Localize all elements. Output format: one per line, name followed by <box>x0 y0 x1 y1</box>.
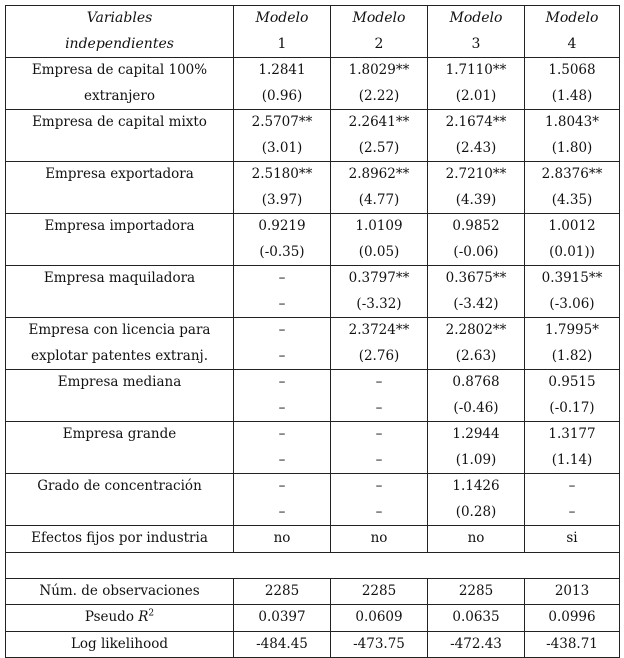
t-stat-cell: – <box>234 344 331 370</box>
stats-value: 0.0635 <box>428 605 525 632</box>
coefficient-cell: – <box>331 422 428 448</box>
coefficient-cell: – <box>525 474 620 500</box>
coefficient-cell: – <box>331 370 428 396</box>
t-stat-cell: (0.01)) <box>525 240 620 266</box>
t-stat-cell: (2.22) <box>331 84 428 110</box>
stats-label-var: R <box>138 609 149 625</box>
variable-label-2 <box>6 292 234 318</box>
t-stat-cell: (-0.17) <box>525 396 620 422</box>
t-stat-cell: (-3.32) <box>331 292 428 318</box>
t-stat-cell: (4.77) <box>331 188 428 214</box>
coefficient-cell: 1.8043* <box>525 110 620 136</box>
variable-label: Empresa con licencia para <box>6 318 234 344</box>
table-row-stat <box>6 84 620 110</box>
coefficient-cell: 2.8376** <box>525 162 620 188</box>
header-model-2-num: 2 <box>331 32 428 58</box>
coefficient-cell: – <box>234 370 331 396</box>
fixed-effects-row <box>6 526 620 553</box>
t-stat-cell: (1.48) <box>525 84 620 110</box>
stats-label: Núm. de observaciones <box>6 578 234 605</box>
variable-label-2 <box>6 396 234 422</box>
fixed-effects-value: si <box>525 526 620 553</box>
t-stat-cell: (4.39) <box>428 188 525 214</box>
t-stat-cell: (-0.06) <box>428 240 525 266</box>
t-stat-cell: (-3.06) <box>525 292 620 318</box>
variable-label-2: explotar patentes extranj. <box>6 344 234 370</box>
stats-value: 2013 <box>525 578 620 605</box>
stats-label-text: Pseudo <box>84 609 134 625</box>
coefficient-cell: 0.9515 <box>525 370 620 396</box>
coefficient-cell: 1.0012 <box>525 214 620 240</box>
stats-value: 2285 <box>234 578 331 605</box>
table-row-stat <box>6 500 620 526</box>
coefficient-cell: 2.2802** <box>428 318 525 344</box>
coefficient-cell: – <box>234 318 331 344</box>
fixed-effects-value: no <box>331 526 428 553</box>
stats-row <box>6 605 620 632</box>
coefficient-cell: 1.7995* <box>525 318 620 344</box>
coefficient-cell: 2.5707** <box>234 110 331 136</box>
fixed-effects-value: no <box>428 526 525 553</box>
header-model-1-num: 1 <box>234 32 331 58</box>
variable-label-2 <box>6 136 234 162</box>
header-row-2 <box>6 32 620 58</box>
coefficient-cell: 1.2841 <box>234 58 331 84</box>
variable-label: Grado de concentración <box>6 474 234 500</box>
variable-label: Empresa maquiladora <box>6 266 234 292</box>
fixed-effects-value: no <box>234 526 331 553</box>
t-stat-cell: (-3.42) <box>428 292 525 318</box>
variable-label-2 <box>6 188 234 214</box>
coefficient-cell: 1.3177 <box>525 422 620 448</box>
coefficient-cell: 0.3675** <box>428 266 525 292</box>
coefficient-cell: 1.5068 <box>525 58 620 84</box>
variable-label-2 <box>6 448 234 474</box>
table-row-stat <box>6 344 620 370</box>
stats-value: -438.71 <box>525 631 620 658</box>
coefficient-cell: – <box>234 266 331 292</box>
t-stat-cell: (2.01) <box>428 84 525 110</box>
variable-label: Empresa grande <box>6 422 234 448</box>
table-row-stat <box>6 188 620 214</box>
variable-label: Empresa exportadora <box>6 162 234 188</box>
t-stat-cell: (3.01) <box>234 136 331 162</box>
coefficient-cell: 0.9852 <box>428 214 525 240</box>
header-model-2: Modelo <box>331 6 428 32</box>
table-row-stat <box>6 240 620 266</box>
coefficient-cell: – <box>331 474 428 500</box>
coefficient-cell: 0.8768 <box>428 370 525 396</box>
header-model-4-num: 4 <box>525 32 620 58</box>
coefficient-cell: 2.1674** <box>428 110 525 136</box>
stats-value: -484.45 <box>234 631 331 658</box>
header-variables: Variables <box>6 6 234 32</box>
stats-value: 0.0996 <box>525 605 620 632</box>
table-row <box>6 214 620 240</box>
stats-label <box>6 605 234 632</box>
stats-row <box>6 631 620 658</box>
table-row-stat <box>6 448 620 474</box>
header-row-1 <box>6 6 620 32</box>
coefficient-cell: 0.3797** <box>331 266 428 292</box>
coefficient-cell: 1.0109 <box>331 214 428 240</box>
coefficient-cell: – <box>234 474 331 500</box>
table-row-stat <box>6 292 620 318</box>
table-row <box>6 266 620 292</box>
coefficient-cell: 1.2944 <box>428 422 525 448</box>
t-stat-cell: – <box>234 292 331 318</box>
table-row-stat <box>6 396 620 422</box>
header-model-3: Modelo <box>428 6 525 32</box>
stats-label: Log likelihood <box>6 631 234 658</box>
table-row <box>6 474 620 500</box>
variable-label: Empresa importadora <box>6 214 234 240</box>
stats-value: 2285 <box>331 578 428 605</box>
stats-value: 2285 <box>428 578 525 605</box>
t-stat-cell: (2.63) <box>428 344 525 370</box>
table-row <box>6 58 620 84</box>
regression-table <box>5 5 620 658</box>
t-stat-cell: – <box>525 500 620 526</box>
t-stat-cell: (1.14) <box>525 448 620 474</box>
coefficient-cell: 1.7110** <box>428 58 525 84</box>
t-stat-cell: (2.43) <box>428 136 525 162</box>
t-stat-cell: – <box>234 500 331 526</box>
t-stat-cell: (-0.35) <box>234 240 331 266</box>
coefficient-cell: 0.9219 <box>234 214 331 240</box>
variable-label-2 <box>6 500 234 526</box>
variable-label: Empresa mediana <box>6 370 234 396</box>
stats-value: -473.75 <box>331 631 428 658</box>
coefficient-cell: 1.8029** <box>331 58 428 84</box>
table-row <box>6 422 620 448</box>
coefficient-cell: 1.1426 <box>428 474 525 500</box>
table-row <box>6 110 620 136</box>
header-model-3-num: 3 <box>428 32 525 58</box>
t-stat-cell: (3.97) <box>234 188 331 214</box>
table-row <box>6 162 620 188</box>
coefficient-cell: 2.2641** <box>331 110 428 136</box>
stats-row <box>6 578 620 605</box>
t-stat-cell: – <box>331 448 428 474</box>
fixed-effects-label: Efectos fijos por industria <box>6 526 234 553</box>
coefficient-cell: 0.3915** <box>525 266 620 292</box>
table-row <box>6 370 620 396</box>
coefficient-cell: 2.5180** <box>234 162 331 188</box>
t-stat-cell: – <box>331 500 428 526</box>
t-stat-cell: (1.80) <box>525 136 620 162</box>
t-stat-cell: (0.05) <box>331 240 428 266</box>
stats-value: 0.0397 <box>234 605 331 632</box>
table-row <box>6 318 620 344</box>
t-stat-cell: – <box>234 396 331 422</box>
stats-value: 0.0609 <box>331 605 428 632</box>
coefficient-cell: 2.7210** <box>428 162 525 188</box>
variable-label-2 <box>6 240 234 266</box>
coefficient-cell: 2.8962** <box>331 162 428 188</box>
variable-label-2: extranjero <box>6 84 234 110</box>
t-stat-cell: (1.82) <box>525 344 620 370</box>
t-stat-cell: – <box>234 448 331 474</box>
header-model-1: Modelo <box>234 6 331 32</box>
header-model-4: Modelo <box>525 6 620 32</box>
t-stat-cell: (0.96) <box>234 84 331 110</box>
stats-label-sup: 2 <box>148 608 155 619</box>
t-stat-cell: (2.57) <box>331 136 428 162</box>
variable-label: Empresa de capital 100% <box>6 58 234 84</box>
t-stat-cell: (-0.46) <box>428 396 525 422</box>
t-stat-cell: (1.09) <box>428 448 525 474</box>
blank-cell <box>6 552 620 578</box>
t-stat-cell: (4.35) <box>525 188 620 214</box>
header-variables-2: independientes <box>6 32 234 58</box>
blank-separator-row <box>6 552 620 578</box>
variable-label: Empresa de capital mixto <box>6 110 234 136</box>
table-row-stat <box>6 136 620 162</box>
coefficient-cell: 2.3724** <box>331 318 428 344</box>
t-stat-cell: (0.28) <box>428 500 525 526</box>
coefficient-cell: – <box>234 422 331 448</box>
stats-value: -472.43 <box>428 631 525 658</box>
t-stat-cell: – <box>331 396 428 422</box>
t-stat-cell: (2.76) <box>331 344 428 370</box>
